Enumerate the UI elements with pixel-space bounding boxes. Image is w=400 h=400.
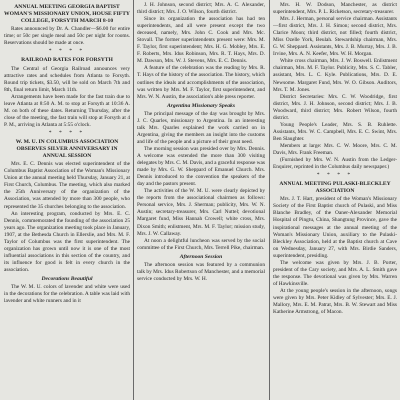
article-headline: ANNUAL MEETING PULASKI-BLECKLEY ASSOCIATION <box>279 181 391 195</box>
article-paragraph: A feature of the celebration was the reading by Mrs. R. T. Hays of the history of the association. The history, which outlines the ideals and accomplishments of the association, was written by Mrs. M. F. Taylor, first superintendent, and Mrs. W. N. Austin, the association's able press reporter. <box>137 65 265 100</box>
article-paragraph: Mrs. J. Herman, personal service chairman. Assistants—first district, Mrs. J. H. Simon; second district, Mrs. Clarice Moon; third district, not filled; fourth district, Miss Ozelle York, Beulah. Stewardship chairman, Mrs. G. W. Sheppard. Assistants, Mrs. J. B. Murray, Mrs. J. B. Irvine, Mrs. A. N. Keefer, Mrs. W. H. Morgan. <box>273 16 397 58</box>
article-paragraph: Arrangements have been made for the fast train due to leave Atlanta at 8:50 A. M. to stop at Forsyth at 10:36 A. M. on both of these dates. Returning Thursday, after the close of the meeting, the fast train will stop at Forsyth at 4 P. M., arriving in Atlanta at 5:55 o'clock. <box>4 93 130 128</box>
article-paragraph: The afternoon session was featured by a communion talk by Mrs. Idus Robertson of Manchester, and a memorial service conducted by Mrs. W. H. <box>137 261 265 282</box>
section-separator: * * * * <box>48 48 86 55</box>
column-divider <box>133 0 134 400</box>
column-divider <box>269 0 270 400</box>
subheading: Afternoon Session <box>179 253 223 260</box>
subheading: Argentina Missionary Speaks <box>166 102 236 109</box>
article-paragraph: At noon a delightful luncheon was served by the social committee of the First Church, Mrs. Terrell Pike, chairman. <box>137 237 265 251</box>
article-paragraph: Rates announced by Dr. A. Chandler—$6.00 for entire time; or 50c per single meal and 50c per night for rooms. Reservations should be made at once. <box>4 26 130 47</box>
article-paragraph: Mrs. E. C. Dennis was elected superintendent of the Columbus Baptist Association of the Woman's Missionary Union at the annual meeting held Thursday, January 21, at First Church, Columbus. The meeting, which also marked the 25th Anniversary of the organization of the Association, was attended by more than 300 people, who represented the 35 churches belonging to the association. <box>4 161 130 210</box>
article-headline: RAILROAD RATES FOR FORSYTH <box>21 57 113 64</box>
article-paragraph: An interesting program, conducted by Mrs. E. C. Dennis, commemorated the founding of the association 25 years ago. The organization meeting took place in January, 1907, at the Bethesda Church in Ellerslie, and Mrs. M. F. Taylor of Columbus was the first superintendent. The organization has grown until now it is one of the most influential associations in this section of the country, and its influence for good is felt in every church in the association. <box>4 210 130 273</box>
article-paragraph: Members at large: Mrs. C. W. Moore, Mrs. C. M. Davis, Mrs. Frank Freeman. <box>273 142 397 156</box>
article-paragraph: At the young people's session in the afternoon, songs were given by Mrs. Peter Kidley of Sylvester; Mrs. E. J. Mallory, Mrs. E. M. Patrat, Mrs. B. W. Stewart and Miss Katherine Armstrong, of Macon. <box>273 287 397 316</box>
section-separator: * * * * <box>316 172 354 179</box>
article-paragraph: District Secretaries: Mrs. C. W. Woodridge, first district, Mrs. J. H. Johnson, second district; Mrs. J. B. Woodward, third district; Mrs. Robert Wilson, fourth district. <box>273 93 397 121</box>
article-paragraph: Mrs. J. T. Hart, president of the Woman's Missionary Society of the First Baptist church of Pulaski, and Miss Blanche Bradley, of the Oaner-Alexander Memorial Hospital of Pingtu, China, Shangtung Province, gave the inspirational messages at the annual meeting of the Woman's Missionary Union, auxiliary to the Pulaski-Bleckley Association, held at the Baptist church at Cave on Wednesday, January 27, with Mrs. Birdie Sanders, superintendent, presiding. <box>273 196 397 259</box>
column-2 <box>137 0 265 400</box>
article-headline: ANNUAL MEETING GEORGIA BAPTIST WOMAN'S MISSIONARY UNION, HOUSE FIFTY COLLEGE, FORSYTH MARCH 8-10 <box>4 4 130 25</box>
column-3 <box>273 0 397 400</box>
article-paragraph: Young People's Leader, Mrs. S. B. Ruhlette. Assistants, Mrs. W. C. Campbell, Mrs. E. C. Swint, Mrs. Ben Slaughter. <box>273 121 397 142</box>
column-1 <box>4 0 130 400</box>
article-paragraph: The morning session was presided over by Mrs. Dennis. A welcome was extended the more than 300 visiting delegates by Mrs. C. M. Davis, and a graceful response was made by Mrs. G. W. Sheppard of Emanuel Church. Mrs. Dennis introduced to the convention the speakers of the day and the pastors present. <box>137 145 265 188</box>
article-paragraph: (Furnished by Mrs. W. N. Austin from the Ledger-Enquirer, reprinted in the Columbus daily newspaper.) <box>273 157 397 171</box>
article-paragraph: The principal message of the day was brought by Mrs. J. C. Quarles, missionary to Argentina. In an interesting talk Mrs. Quarles explained the work carried on in Argentina, giving the members an insight into the customs and life of the people and a picture of their great need. <box>137 110 265 145</box>
section-separator: * * * * <box>48 129 86 136</box>
article-headline: W. M. U. IN COLUMBUS ASSOCIATION OBSERVES SILVER ANNIVERSARY IN ANNUAL SESSION <box>15 138 119 160</box>
subheading: Decorations Beautiful <box>41 275 93 282</box>
article-paragraph: The Central of Georgia Railroad announces very attractive rates and schedules from Atlanta to Forsyth. Round trip tickets, $3.50, will be sold on March 7th and 8th, final return limit, March 11th. <box>4 65 130 93</box>
article-paragraph: Since its organization the association has had ten superintendents, and all were present except the two deceased, namely, Mrs. John C. Cook and Mrs. Mc. Stovall. The former superintendents present were: Mrs. M. F. Taylor, first superintendent; Mrs. H. G. Mobley, Mrs. E. F. Roberts, Mrs. Idus Robinson, Mrs. R. T. Hays, Mrs. D. M. Dawson, Mrs. W. J. Stevens, Mrs. E. C. Dennis. <box>137 16 265 65</box>
article-paragraph: J. H. Johnson, second district; Mrs. A. C. Alexander, third district; Mrs. J. O. Wilson, fourth district. <box>137 2 265 16</box>
article-paragraph: White cross chairman, Mrs. J. W. Boswell. Enlistment chairman, Mrs. M. F. Taylor. Publicity, Mrs. S. C. Tabler, assistant, Mrs. L. C. Kyle. Publications, Mrs. D. E. Newsome. Margaret Fund, Mrs. W. O. Gibson. Auditors, Mrs. T. M. Jones. <box>273 58 397 93</box>
article-paragraph: Mrs. H. W. Dodson, Manchester, as district superintendent, Mrs. P. L. Ricketson, secretary-treasurer. <box>273 2 397 16</box>
article-paragraph: The activities of the W. M. U. were clearly depicted by the reports from the associational chairmen as follows: Personal service, Mrs. J. Sherman; publicity, Mrs. W. N. Austin; secretary-treasurer, Mrs. Carl Nuttel; devotional Margaret fund, Miss Hannah Crowell; white cross, Mrs. Dixon Smith; enlistment, Mrs. M. F. Taylor; mission study, Mrs. J. W. Callaway. <box>137 188 265 237</box>
article-paragraph: The welcome was given by Mrs. J. B. Porter, president of the Cary society, and Mrs. A. L. Smith gave the response. The devotional was given by Mrs. Warren of Hawkinsville. <box>273 259 397 287</box>
article-paragraph: The W. M. U. colors of lavender and white were used in the decorations for the celebration. A table was laid with lavender and white runners and in it <box>4 284 130 305</box>
